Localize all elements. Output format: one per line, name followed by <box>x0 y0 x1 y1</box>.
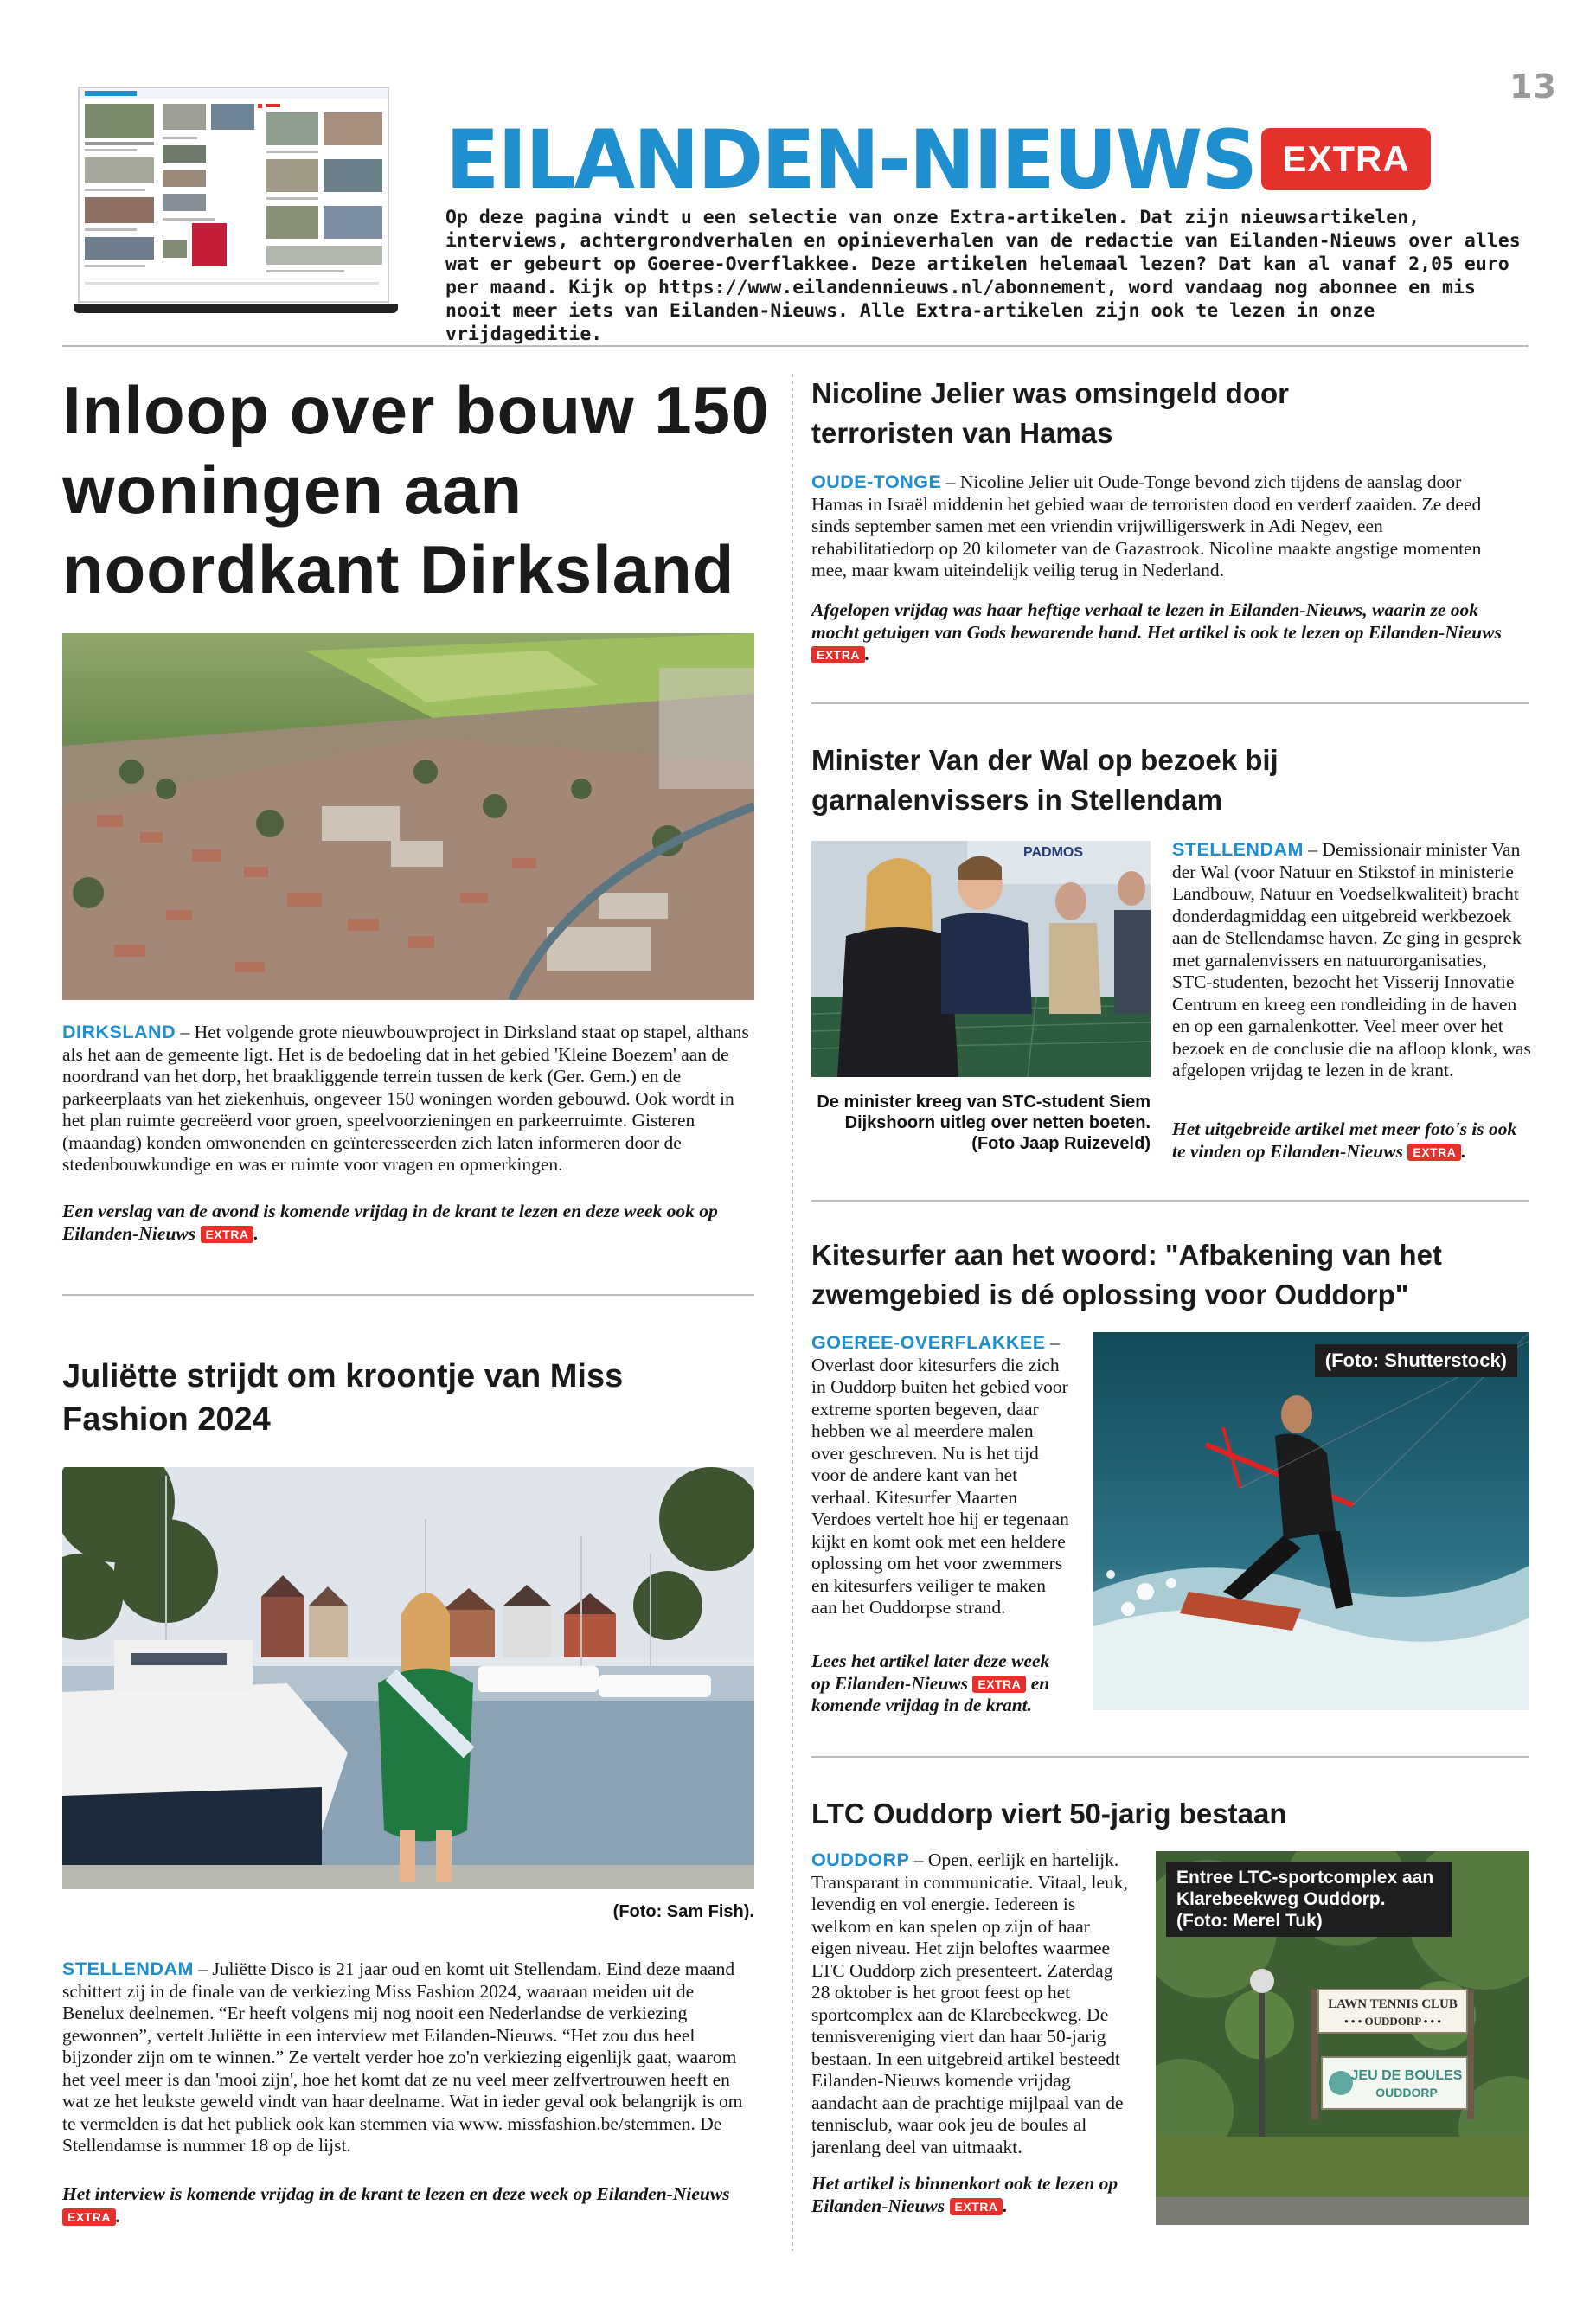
extra-link[interactable]: EXTRA <box>972 1676 1026 1693</box>
caption-ltc: Entree LTC-sportcomplex aan Klarebeekweg Ouddorp. (Foto: Merel Tuk) <box>1166 1862 1452 1937</box>
extra-badge: EXTRA <box>1261 128 1431 190</box>
headline-juliette: Juliëtte strijdt om kroontje van Miss Fashion 2024 <box>62 1358 624 1438</box>
column-divider <box>792 374 793 2251</box>
article-kitesurfer-body: GOEREE-OVERFLAKKEE – Overlast door kitesurfers die zich in Ouddorp buiten het gebied voor extreme sporten begeven, daar hebben we al meerdere malen over geschreven. Nu is het tijd voor de andere kant van het verhaal. Kitesurfer Maarten Verdoes vertelt hoe hij er tegenaan kijkt en komt ook met een heldere oplossing om het voor zwemmers en kitesurfers veiliger te maken aan het Ouddorpse strand. <box>811 1332 1069 1618</box>
headline-minister: Minister Van der Wal op bezoek bij garnalenvissers in Stellendam <box>811 744 1279 816</box>
photo-ltc <box>1156 1851 1529 2225</box>
headline-dirksland: Inloop over bouw 150 woningen aan noordkant Dirksland <box>62 372 770 607</box>
sign-ouddorp-top: • • • OUDDORP • • • <box>1344 2015 1441 2028</box>
article-juliette-body: STELLENDAM – Juliëtte Disco is 21 jaar oud en komt uit Stellendam. Eind deze maand schittert zij in de finale van de verkiezing Miss Fashion 2024, waaraan meiden uit de Benelux deelnemen. “Er heeft volgens mij nog nooit een Nederlandse de verkiezing gewonnen”, vertelt Juliëtte in een interview met Eilanden-Nieuws. “Het zou dus heel bijzonder zijn om te winnen.” Ze vertelt verder hoe zo'n verkiezing eigenlijk gaat, waarom het veel meer is dan 'mooi zijn', hoe het komt dat ze nu veel meer zelfvertrouwen heeft en wat ze het leukste geweld vindt van haar deelname. Wat in ieder geval ook belangrijk is om te vermelden is dat het publiek ook kan stemmen via www. missfashion.be/stemmen. De Stellendamse is nummer 18 op de lijst. <box>62 1958 743 2156</box>
place-dirksland: DIRKSLAND <box>62 1022 176 1042</box>
banner-padmos: PADMOS <box>1023 845 1084 860</box>
divider-right-2 <box>811 1200 1529 1202</box>
place-stellendam: STELLENDAM <box>1172 839 1304 860</box>
photo-juliette <box>62 1467 754 1889</box>
extra-link[interactable]: EXTRA <box>950 2198 1003 2215</box>
extra-link[interactable]: EXTRA <box>811 646 865 663</box>
note-kitesurfer: Lees het artikel later deze week op Eilanden-Nieuws EXTRA en komende vrijdag in de krant. <box>811 1650 1050 1715</box>
photo-credit-juliette: (Foto: Sam Fish). <box>612 1902 754 1921</box>
divider-right-1 <box>811 702 1529 704</box>
note-dirksland: Een verslag van de avond is komende vrijdag in de krant te lezen en deze week ook op Eilanden-Nieuws EXTRA . <box>62 1201 718 1244</box>
photo-credit-kitesurfer: (Foto: Shutterstock) <box>1315 1344 1517 1377</box>
sign-jeu-de-boules: JEU DE BOULES <box>1350 2068 1463 2083</box>
article-nicoline-body: OUDE-TONGE – Nicoline Jelier uit Oude-Tonge bevond zich tijdens de aanslag door Hamas in Israël middenin het gebied waar de terroristen dood en verderf zaaiden. Ze deed sinds september samen met een vriendin vrijwilligerswerk in Adi Negev, een rehabilitatiedorp op 20 kilometer van de Gazastrook. Nicoline maakte angstige momenten mee, maar kwam uiteindelijk veilig terug in Nederland. <box>811 471 1482 580</box>
aerial-photo-dirksland <box>62 633 754 1000</box>
sign-ouddorp-bottom: OUDDORP <box>1375 2086 1438 2099</box>
divider-right-3 <box>811 1756 1529 1758</box>
place-goeree-overflakkee: GOEREE-OVERFLAKKEE <box>811 1332 1046 1353</box>
website-screenshot-image <box>78 87 389 303</box>
headline-nicoline: Nicoline Jelier was omsingeld door terroristen van Hamas <box>811 377 1289 449</box>
place-stellendam: STELLENDAM <box>62 1958 194 1979</box>
intro-text: Op deze pagina vindt u een selectie van onze Extra-artikelen. Dat zijn nieuwsartikelen, interviews, achtergrondverhalen en opinieverhalen van de redactie van Eilanden-Nieuws over alles wat er gebeurt op Goeree-Overflakkee. Deze artikelen helemaal lezen? Dat kan al vanaf 2,05 euro per maand. Kijk op https://www.eilandennieuws.nl/abonnement, word vandaag nog abonnee en mis nooit meer iets van Eilanden-Nieuws. Alle Extra-artikelen zijn ook te lezen in onze vrijdageditie. <box>445 207 1521 345</box>
laptop-base <box>74 304 398 313</box>
extra-link[interactable]: EXTRA <box>1407 1144 1461 1161</box>
note-ltc: Het artikel is binnenkort ook te lezen op Eilanden-Nieuws EXTRA . <box>811 2173 1118 2216</box>
place-oude-tonge: OUDE-TONGE <box>811 471 942 492</box>
extra-link[interactable]: EXTRA <box>62 2208 116 2226</box>
extra-link[interactable]: EXTRA <box>201 1226 254 1243</box>
photo-kitesurfer <box>1093 1332 1529 1710</box>
divider-left-1 <box>62 1294 754 1296</box>
top-divider <box>62 345 1529 347</box>
article-minister-body: STELLENDAM – Demissionair minister Van der Wal (voor Natuur en Stikstof in ministerie Landbouw, Natuur en Voedselkwaliteit) bracht donderdagmiddag een uitgebreid werkbezoek aan de Stellendamse haven. Ze ging in gesprek met garnalenvissers en natuurorganisaties, STC-studenten, bezocht het Visserij Innovatie Centrum en kreeg een rondleiding in de haven en op een garnalenkotter. Veel meer over het bezoek en de conclusie die na afloop klonk, was afgelopen vrijdag te lezen in de krant. <box>1172 839 1531 1080</box>
page-number: 13 <box>1509 67 1557 106</box>
note-minister: Het uitgebreide artikel met meer foto's is ook te vinden op Eilanden-Nieuws EXTRA . <box>1172 1118 1517 1162</box>
masthead-logo: EILANDEN-NIEUWS <box>445 113 1257 208</box>
place-ouddorp: OUDDORP <box>811 1849 910 1870</box>
note-juliette: Het interview is komende vrijdag in de krant te lezen en deze week op Eilanden-Nieuws EXTRA . <box>62 2183 730 2227</box>
article-ltc-body: OUDDORP – Open, eerlijk en hartelijk. Transparant in communicatie. Vitaal, leuk, levendig en vol energie. Iedereen is welkom en kan spelen op zijn of haar eigen niveau. Het zijn beloftes waarmee LTC Ouddorp zich presenteert. Zaterdag 28 oktober is het groot feest op het sportcomplex aan de Klarebeekweg. De tennisvereniging viert dan haar 50-jarig bestaan. In een uitgebreid artikel besteedt Eilanden-Nieuws komende vrijdag aandacht aan de prachtige mijlpaal van de tennisclub, waar ook jeu de boules al jarenlang deel van uitmaakt. <box>811 1849 1128 2157</box>
photo-minister <box>811 841 1151 1077</box>
sign-lawn-tennis-club: LAWN TENNIS CLUB <box>1328 1997 1458 2011</box>
headline-kitesurfer: Kitesurfer aan het woord: "Afbakening van het zwemgebied is dé oplossing voor Ouddorp" <box>811 1239 1442 1311</box>
caption-minister: De minister kreeg van STC-student Siem Dijkshoorn uitleg over netten boeten. (Foto Jaap Ruizeveld) <box>817 1093 1151 1153</box>
article-dirksland-body: DIRKSLAND – Het volgende grote nieuwbouwproject in Dirksland staat op stapel, althans als het aan de gemeente ligt. Het is de bedoeling dat in het gebied 'Kleine Boezem' aan de noordrand van het dorp, het braakliggende terrein tussen de kerk (Ger. Gem.) en de parkeerplaats van het ziekenhuis, ongeveer 150 woningen worden gebouwd. Ook wordt in het plan ruimte gecreëerd voor groen, speelvoorzieningen en parkeerruimte. Gisteren (maandag) konden omwonenden en geïnteresseerden zich laten informeren door de stedenbouwkundige en was er ruimte voor vragen en opmerkingen. <box>62 1022 749 1175</box>
headline-ltc: LTC Ouddorp viert 50-jarig bestaan <box>811 1798 1287 1830</box>
note-nicoline: Afgelopen vrijdag was haar heftige verhaal te lezen in Eilanden-Nieuws, waarin ze ook mocht getuigen van Gods bewarende hand. Het artikel is ook te lezen op Eilanden-Nieuws EXTRA . <box>811 599 1502 664</box>
